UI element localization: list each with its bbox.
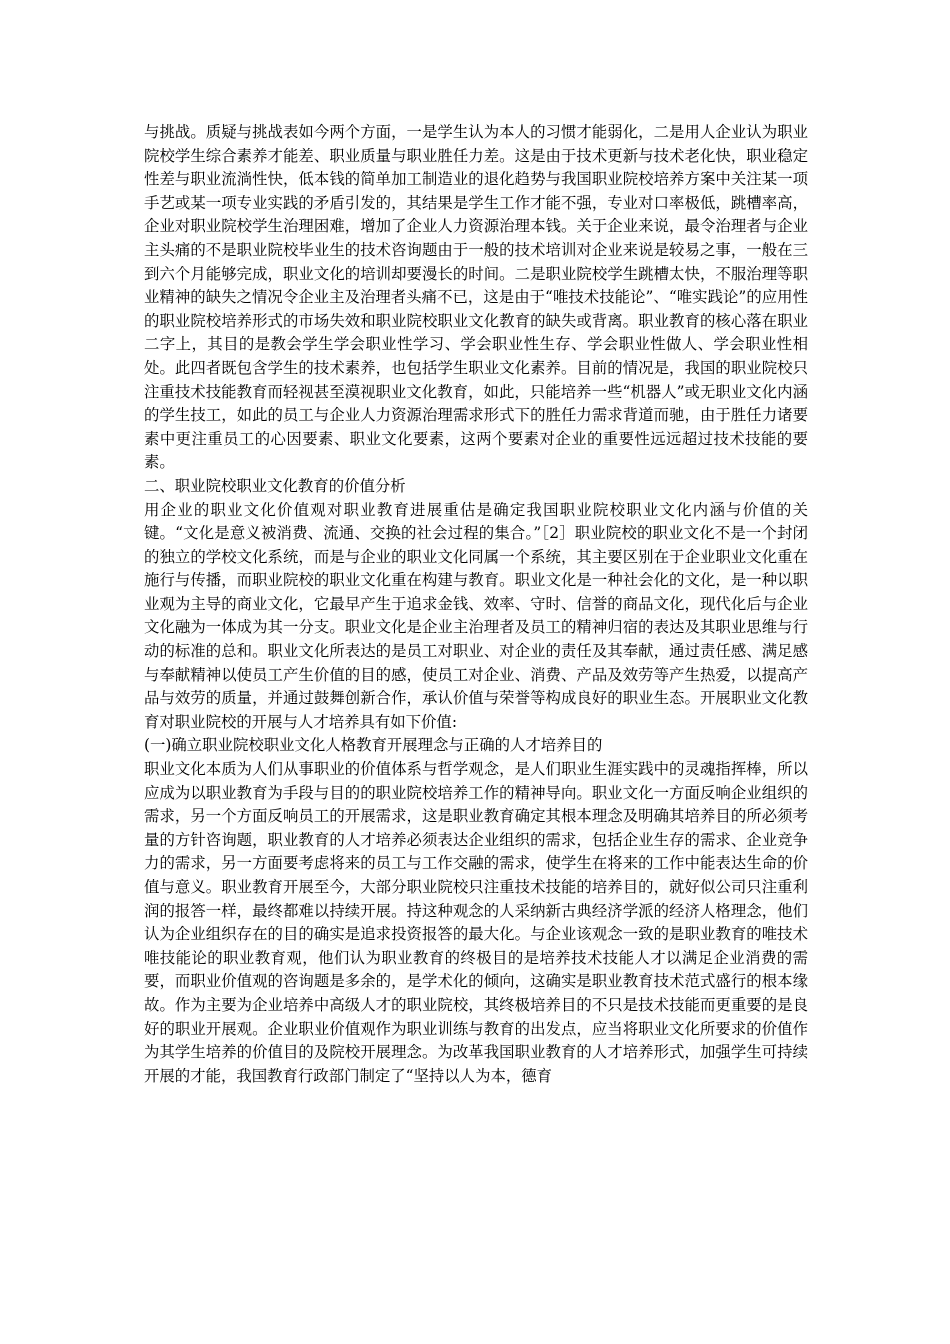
document-page xyxy=(144,121,808,1088)
body-paragraph: 与挑战。质疑与挑战表如今两个方面，一是学生认为本人的习惯才能弱化，二是用人企业认为职业院校学生综合素养才能差、职业质量与职业胜任力差。这是由于技术更新与技术老化快，职业稳定性差与职业流淌性快，低本钱的简单加工制造业的退化趋势与我国职业院校培养方案中关注某一项手艺或某一项专业实践的矛盾引发的，其结果是学生工作才能不强，专业对口率极低，跳槽率高，企业对职业院校学生治理困难，增加了企业人力资源治理本钱。关于企业来说，最令治理者与企业主头痛的不是职业院校毕业生的技术咨询题由于一般的技术培训对企业来说是较易之事，一般在三到六个月能够完成，职业文化的培训却要漫长的时间。二是职业院校学生跳槽太快，不服治理等职业精神的缺失之情况令企业主及治理者头痛不已，这是由于“唯技术技能论”、“唯实践论”的应用性的职业院校培养形式的市场失效和职业院校职业文化教育的缺失或背离。职业教育的核心落在职业二字上，其目的是教会学生学会职业性学习、学会职业性生存、学会职业性做人、学会职业性相处。此四者既包含学生的技术素养，也包括学生职业文化素养。目前的情况是，我国的职业院校只注重技术技能教育而轻视甚至漠视职业文化教育，如此，只能培养一些“机器人”或无职业文化内涵的学生技工，如此的员工与企业人力资源治理需求形式下的胜任力需求背道而驰，由于胜任力诸要素中更注重员工的心因要素、职业文化要素，这两个要素对企业的重要性远远超过技术技能的要素。 xyxy=(144,123,808,472)
section-heading: 二、职业院校职业文化教育的价值分析 xyxy=(144,476,406,495)
body-paragraph: 职业文化本质为人们从事职业的价值体系与哲学观念，是人们职业生涯实践中的灵魂指挥棒，所以应成为以职业教育为手段与目的的职业院校培养工作的精神导向。职业文化一方面反响企业组织的需求，另一个方面反响员工的开展需求，这是职业教育确定其根本理念及明确其培养目的所必须考量的方针咨询题，职业教育的人才培养必须表达企业组织的需求，包括企业生存的需求、企业竞争力的需求，另一方面要考虑将来的员工与工作交融的需求，使学生在将来的工作中能表达生命的价值与意义。职业教育开展至今，大部分职业院校只注重技术技能的培养目的，就好似公司只注重利润的报答一样，最终都难以持续开展。持这种观念的人采纳新古典经济学派的经济人格理念，他们认为企业组织存在的目的确实是追求投资报答的最大化。与企业该观念一致的是职业教育的唯技术唯技能论的职业教育观，他们认为职业教育的终极目的是培养技术技能人才以满足企业消费的需要，而职业价值观的咨询题是多余的，是学术化的倾向，这确实是职业教育技术范式盛行的根本缘故。作为主要为企业培养中高级人才的职业院校，其终极培养目的不只是技术技能而更重要的是良好的职业开展观。企业职业价值观作为职业训练与教育的出发点，应当将职业文化所要求的价值作为其学生培养的价值目的及院校开展理念。为改革我国职业教育的人才培养形式，加强学生可持续开展的才能，我国教育行政部门制定了“坚持以人为本，德育 xyxy=(144,760,808,1085)
body-paragraph: 用企业的职业文化价值观对职业教育进展重估是确定我国职业院校职业文化内涵与价值的关键。“文化是意义被消费、流通、交换的社会过程的集合。”［2］职业院校的职业文化不是一个封闭的独立的学校文化系统，而是与企业的职业文化同属一个系统，其主要区别在于企业职业文化重在施行与传播，而职业院校的职业文化重在构建与教育。职业文化是一种社会化的文化，是一种以职业观为主导的商业文化，它最早产生于追求金钱、效率、守时、信誉的商品文化，现代化后与企业文化融为一体成为其一分支。职业文化是企业主治理者及员工的精神归宿的表达及其职业思维与行动的标准的总和。职业文化所表达的是员工对职业、对企业的责任及其奉献，通过责任感、满足感与奉献精神以使员工产生价值的目的感，使员工对企业、消费、产品及效劳等产生热爱，以提高产品与效劳的质量，并通过鼓舞创新合作，承认价值与荣誉等构成良好的职业生态。开展职业文化教育对职业院校的开展与人才培养具有如下价值: xyxy=(144,500,808,731)
subsection-heading: (一)确立职业院校职业文化人格教育开展理念与正确的人才培养目的 xyxy=(144,736,603,755)
